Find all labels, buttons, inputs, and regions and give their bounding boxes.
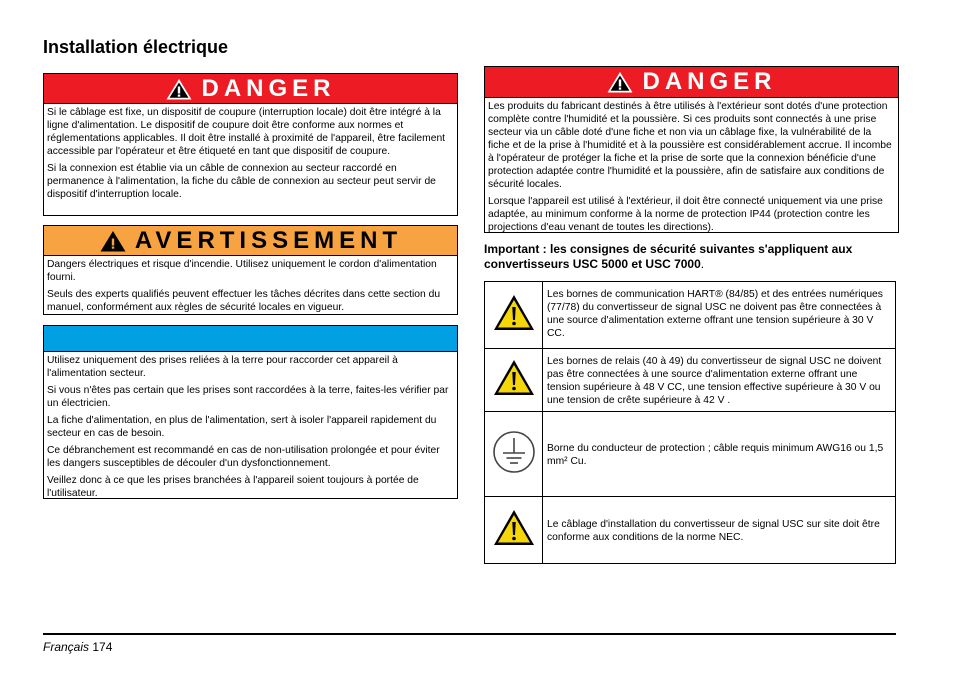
page-title: Installation électrique [43, 37, 229, 57]
protective-earth-icon [491, 429, 537, 475]
footer-language: Français [43, 640, 90, 654]
paragraph: Dangers électriques et risque d'incendie. Utilisez uniquement le cordon d'alimentation fourni. [47, 259, 437, 283]
paragraph: Lorsque l'appareil est utilisé à l'extérieur, il doit être connecté uniquement via une prise adaptée, au minimum conforme à la norme de protection IP44 (protection contre les projections d'eau venant de toutes les directions). [488, 196, 883, 233]
warning-label: AVERTISSEMENT [134, 226, 403, 254]
footer [43, 640, 112, 654]
danger-box-left [43, 73, 458, 216]
danger-label: DANGER [201, 74, 336, 102]
danger-text [485, 98, 898, 237]
row-text: Les bornes de relais (40 à 49) du convertisseur de signal USC ne doivent pas être connectées à une source d'alimentation externe offrant une tension supérieure à 48 V CC, une tension effective supérieure à 30 V ou une tension de crête supérieure à 42 V . [543, 349, 896, 412]
important-text: Important : les consignes de sécurité suivantes s'appliquent aux convertisseurs USC 5000 et USC 7000 [484, 242, 853, 271]
notice-header [44, 326, 457, 352]
table-row [485, 349, 896, 412]
important-period: . [700, 257, 705, 271]
icon-cell [485, 349, 543, 412]
icon-cell [485, 412, 543, 497]
warning-box [43, 225, 458, 315]
warning-triangle-icon [492, 293, 536, 333]
paragraph: Si le câblage est fixe, un dispositif de coupure (interruption locale) doit être intégré à la ligne d'alimentation. Le dispositif de coupure doit être conforme aux normes et réglementations applicables. Il doit être installé à proximité de l'appareil, être facilement accessible par l'opérateur et être étiqueté en tant que dispositif de coupure. [47, 107, 446, 157]
icon-cell [485, 282, 543, 349]
danger-box-right [484, 66, 899, 233]
table-row [485, 412, 896, 497]
row-text: Les bornes de communication HART® (84/85) et des entrées numériques (77/78) du convertisseur de signal USC ne doivent pas être connectées à une source d'alimentation externe offrant une tension supérieure à 30 V CC. [543, 282, 896, 349]
paragraph: Utilisez uniquement des prises reliées à la terre pour raccorder cet appareil à l'alimentation secteur. [47, 355, 398, 379]
page-number: 174 [92, 640, 113, 654]
warning-text [44, 256, 457, 317]
notice-box [43, 325, 458, 499]
table-row [485, 497, 896, 564]
warning-header [44, 226, 457, 256]
paragraph: Ce débranchement est recommandé en cas de non-utilisation prolongée et pour éviter les dangers susceptibles de découler d'un dysfonctionnement. [47, 445, 440, 469]
footer-divider [43, 633, 896, 635]
warning-triangle-icon [492, 358, 536, 398]
paragraph: Seuls des experts qualifiés peuvent effectuer les tâches décrites dans cette section du manuel, conformément aux règles de sécurité locales en vigueur. [47, 289, 441, 313]
paragraph: Veillez donc à ce que les prises branchées à l'appareil soient toujours à portée de l'utilisateur. [47, 475, 419, 499]
danger-label: DANGER [642, 68, 777, 95]
row-text: Le câblage d'installation du convertisseur de signal USC sur site doit être conforme aux conditions de la norme NEC. [543, 497, 896, 564]
safety-table [484, 281, 896, 564]
paragraph: Les produits du fabricant destinés à être utilisés à l'extérieur sont dotés d'une protection complète contre l'humidité et la poussière. Si ces produits sont connectés à une prise secteur via un câble doté d'une fiche et non via un câblage fixe, la vulnérabilité de la fiche et de la prise à l'humidité et à la poussière est considérablement accrue. Il incombe à l'opérateur de protéger la fiche et la prise de sorte que la connexion bénéficie d'une protection adaptée contre l'humidité et la poussière, afin de satisfaire aux conditions de sécurité locales. [488, 101, 892, 190]
warning-triangle-icon [606, 70, 634, 94]
important-note [484, 242, 896, 272]
paragraph: Si la connexion est établie via un câble de connexion au secteur raccordé en permanence à l'alimentation, la fiche du câble de connexion au secteur peut servir de dispositif d'interruption locale. [47, 163, 436, 200]
icon-cell [485, 497, 543, 564]
warning-triangle-icon [99, 229, 127, 253]
danger-header [44, 74, 457, 104]
row-text: Borne du conducteur de protection ; câble requis minimum AWG16 ou 1,5 mm² Cu. [543, 412, 896, 497]
notice-text [44, 352, 457, 503]
table-row [485, 282, 896, 349]
warning-triangle-icon [165, 77, 193, 101]
danger-header [485, 67, 898, 98]
warning-triangle-icon [492, 508, 536, 548]
paragraph: Si vous n'êtes pas certain que les prises sont raccordées à la terre, faites-les vérifier par un électricien. [47, 385, 449, 409]
paragraph: La fiche d'alimentation, en plus de l'alimentation, sert à isoler l'appareil rapidement du secteur en cas de besoin. [47, 415, 437, 439]
danger-text [44, 104, 457, 204]
